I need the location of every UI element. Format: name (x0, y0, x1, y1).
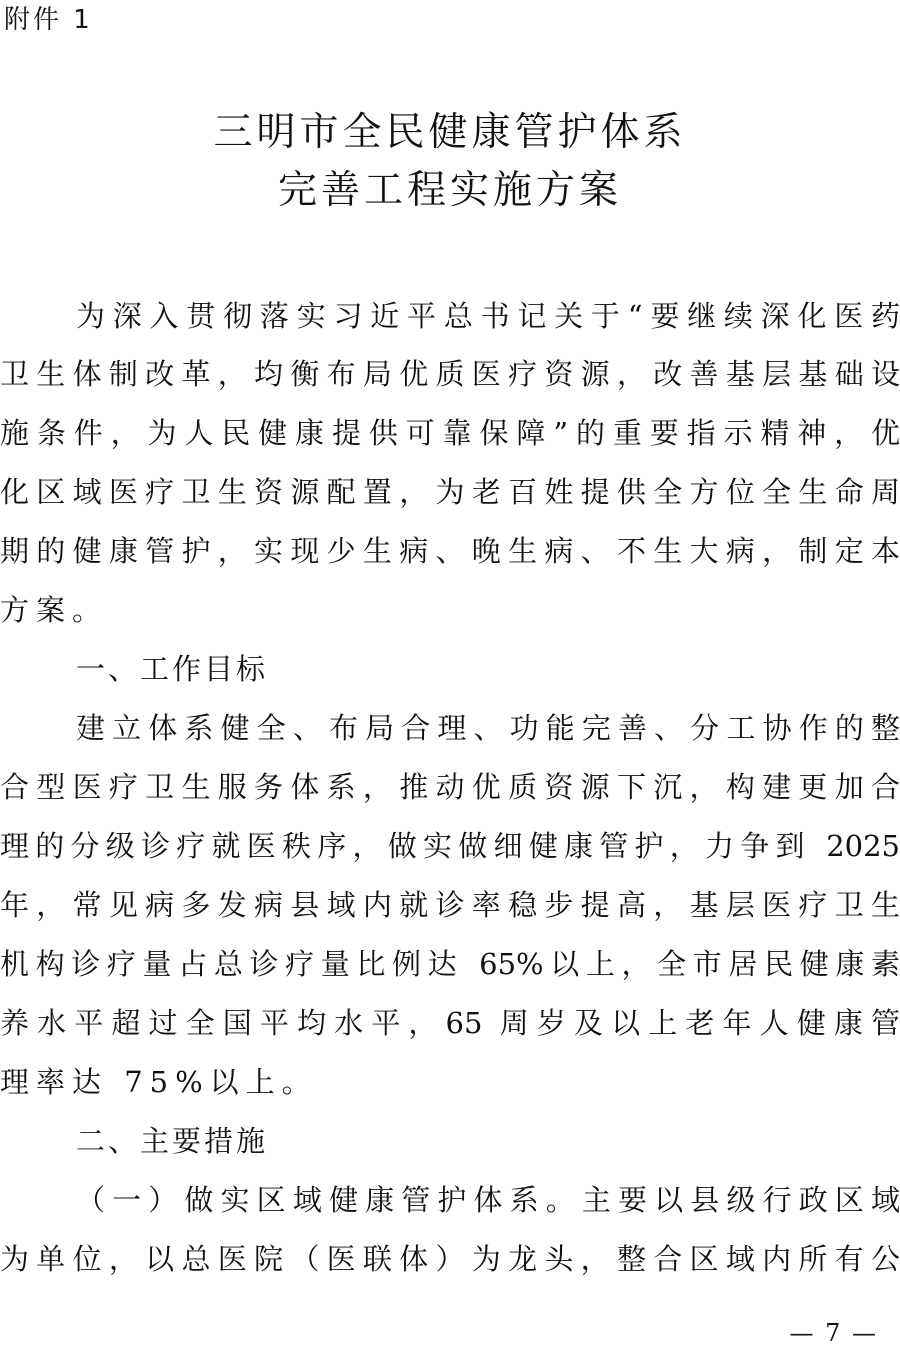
goals-line-3: 理的分级诊疗就医秩序，做实做细健康管护，力争到 2025 (0, 829, 900, 863)
goals-line-5: 机构诊疗量占总诊疗量比例达 65%以上，全市居民健康素 (0, 947, 900, 981)
measures-line-1: （一）做实区域健康管护体系。主要以县级行政区域 (76, 1183, 900, 1217)
intro-line-2: 卫生体制改革，均衡布局优质医疗资源，改善基层基础设 (0, 357, 900, 391)
goals-line-4: 年，常见病多发病县域内就诊率稳步提高，基层医疗卫生 (0, 888, 900, 922)
intro-line-3: 施条件，为人民健康提供可靠保障”的重要指示精神，优 (0, 416, 900, 450)
goals-line-2: 合型医疗卫生服务体系，推动优质资源下沉，构建更加合 (0, 770, 900, 804)
goals-line-1: 建立体系健全、布局合理、功能完善、分工协作的整 (76, 711, 900, 745)
document-title-line-2: 完善工程实施方案 (277, 168, 622, 213)
measures-line-2: 为单位，以总医院（医联体）为龙头，整合区域内所有公 (0, 1242, 900, 1276)
section-heading-goals: 一、工作目标 (76, 652, 269, 686)
intro-line-6: 方案。 (0, 593, 109, 627)
intro-line-4: 化区域医疗卫生资源配置，为老百姓提供全方位全生命周 (0, 475, 900, 509)
goals-line-7: 理率达 75%以上。 (0, 1065, 318, 1099)
page-number: — 7 — (789, 1319, 878, 1347)
document-title-line-1: 三明市全民健康管护体系 (213, 110, 687, 155)
attachment-label: 附件 1 (4, 5, 93, 35)
section-heading-measures: 二、主要措施 (76, 1124, 269, 1158)
intro-line-5: 期的健康管护，实现少生病、晚生病、不生大病，制定本 (0, 534, 900, 568)
goals-line-6: 养水平超过全国平均水平，65 周岁及以上老年人健康管 (0, 1006, 900, 1040)
intro-line-1: 为深入贯彻落实习近平总书记关于“要继续深化医药 (76, 299, 900, 333)
